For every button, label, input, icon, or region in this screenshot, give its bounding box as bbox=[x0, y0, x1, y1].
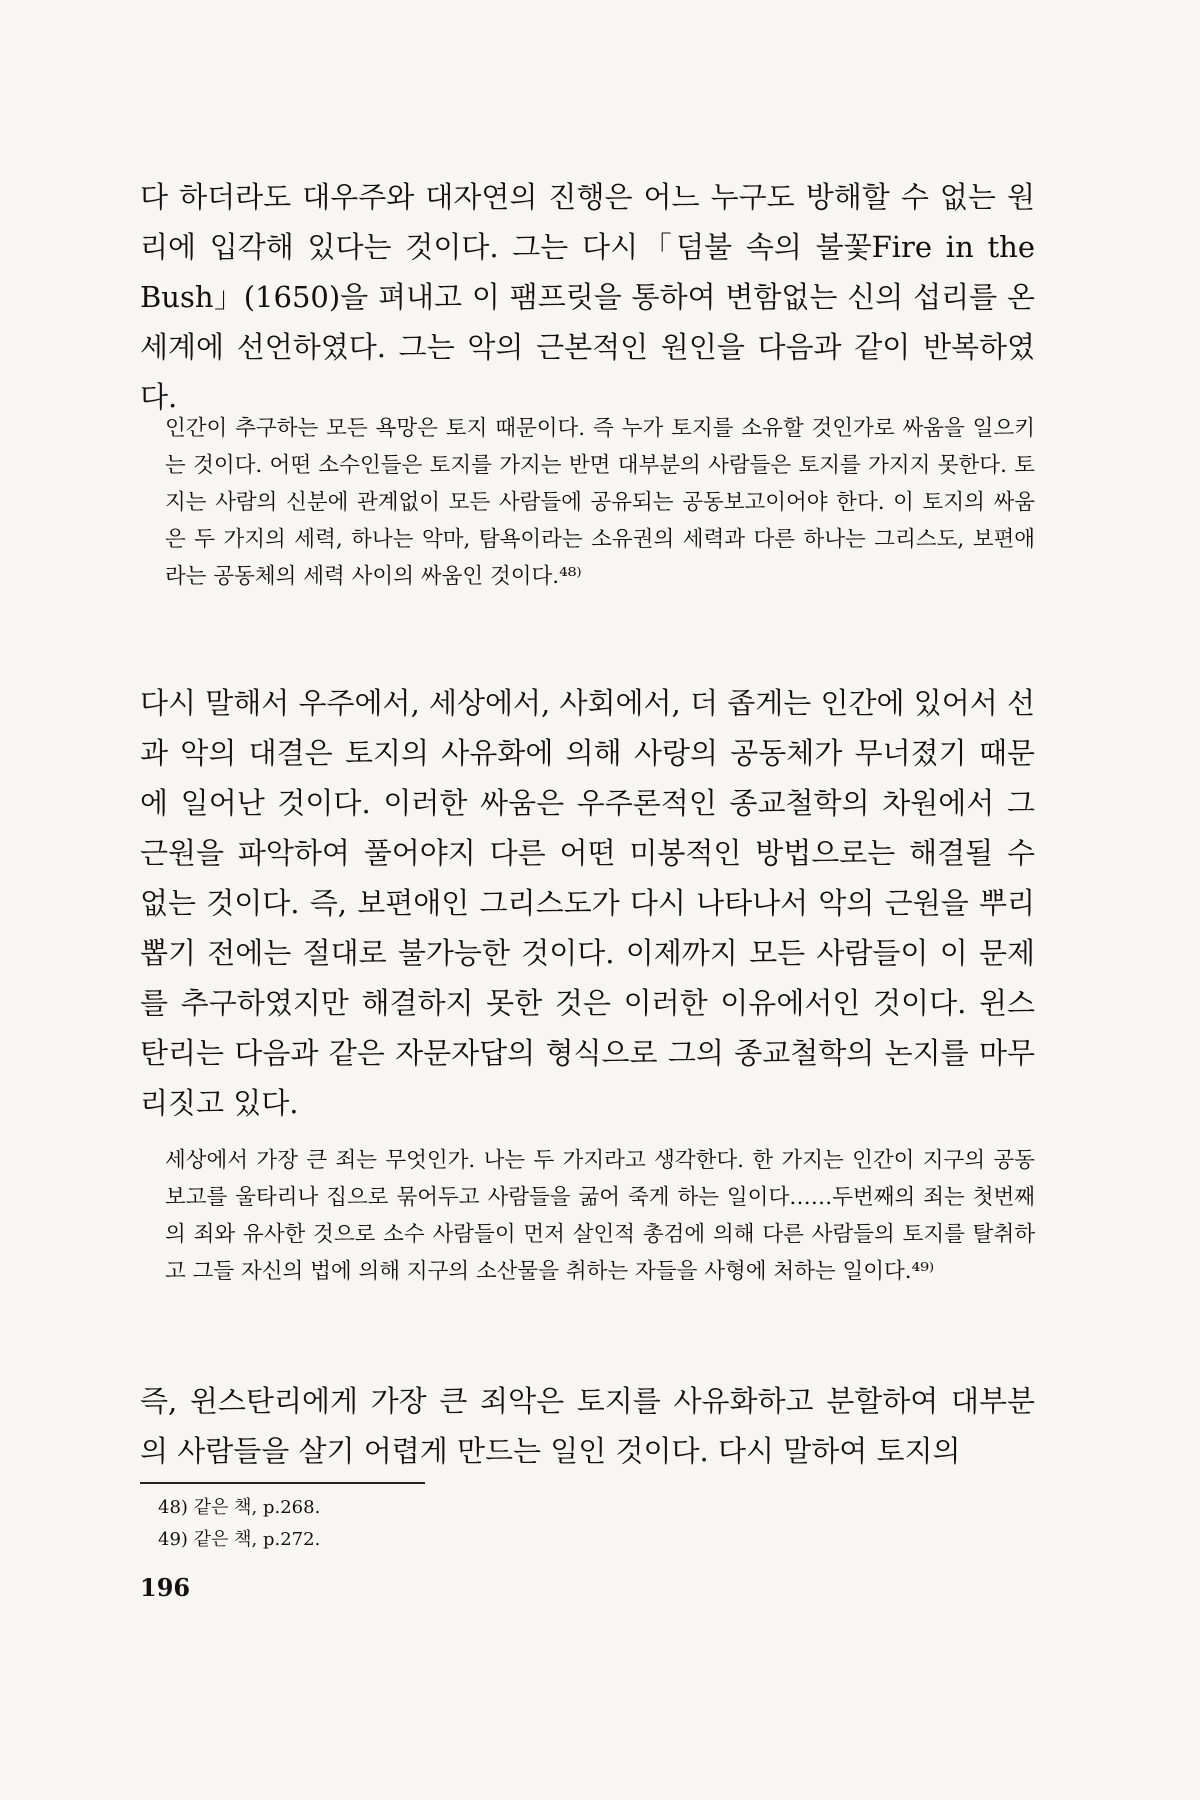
block-quote: 인간이 추구하는 모든 욕망은 토지 때문이다. 즉 누가 토지를 소유할 것인가로 싸움을 일으키는 것이다. 어떤 소수인들은 토지를 가지는 반면 대부분의 사람들은 토지를 가지지 못한다. 토지는 사람의 신분에 관계없이 모든 사람들에 공유되는 공동보고이어야 한다. 이 토지의 싸움은 두 가지의 세력, 하나는 악마, 탐욕이라는 소유권의 세력과 다른 하나는 그리스도, 보편애라는 공동체의 세력 사이의 싸움인 것이다.⁴⁸⁾ bbox=[165, 416, 1035, 589]
body-paragraph: 다시 말해서 우주에서, 세상에서, 사회에서, 더 좁게는 인간에 있어서 선과 악의 대결은 토지의 사유화에 의해 사랑의 공동체가 무너졌기 때문에 일어난 것이다. 이러한 싸움은 우주론적인 종교철학의 차원에서 그 근원을 파악하여 풀어야지 다른 어떤 미봉적인 방법으로는 해결될 수 없는 것이다. 즉, 보편애인 그리스도가 다시 나타나서 악의 근원을 뿌리뽑기 전에는 절대로 불가능한 것이다. 이제까지 모든 사람들이 이 문제를 추구하였지만 해결하지 못한 것은 이러한 이유에서인 것이다. 윈스탄리는 다음과 같은 자문자답의 형식으로 그의 종교철학의 논지를 마무리짓고 있다. bbox=[140, 686, 1036, 1120]
footnote-item: 49) 같은 책, p.272. bbox=[158, 1529, 321, 1550]
block-quote: 세상에서 가장 큰 죄는 무엇인가. 나는 두 가지라고 생각한다. 한 가지는 인간이 지구의 공동보고를 울타리나 집으로 묶어두고 사람들을 굶어 죽게 하는 일이다……두번째의 죄는 첫번째의 죄와 유사한 것으로 소수 사람들이 먼저 살인적 총검에 의해 다른 사람들의 토지를 탈취하고 그들 자신의 법에 의해 지구의 소산물을 취하는 자들을 사형에 처하는 일이다.⁴⁹⁾ bbox=[165, 1148, 1035, 1284]
footnote-divider bbox=[140, 1482, 425, 1484]
footnote-item: 48) 같은 책, p.268. bbox=[158, 1497, 321, 1518]
body-paragraph: 즉, 윈스탄리에게 가장 큰 죄악은 토지를 사유화하고 분할하여 대부분의 사람들을 살기 어렵게 만드는 일인 것이다. 다시 말하여 토지의 bbox=[140, 1384, 1035, 1468]
footnote-list bbox=[158, 1492, 320, 1556]
page-number: 196 bbox=[140, 1573, 191, 1602]
body-paragraph: 다 하더라도 대우주와 대자연의 진행은 어느 누구도 방해할 수 없는 원리에 입각해 있다는 것이다. 그는 다시「덤불 속의 불꽃Fire in the Bush」(1650)을 펴내고 이 팸프릿을 통하여 변함없는 신의 섭리를 온 세계에 선언하였다. 그는 악의 근본적인 원인을 다음과 같이 반복하였다. bbox=[140, 180, 1035, 414]
